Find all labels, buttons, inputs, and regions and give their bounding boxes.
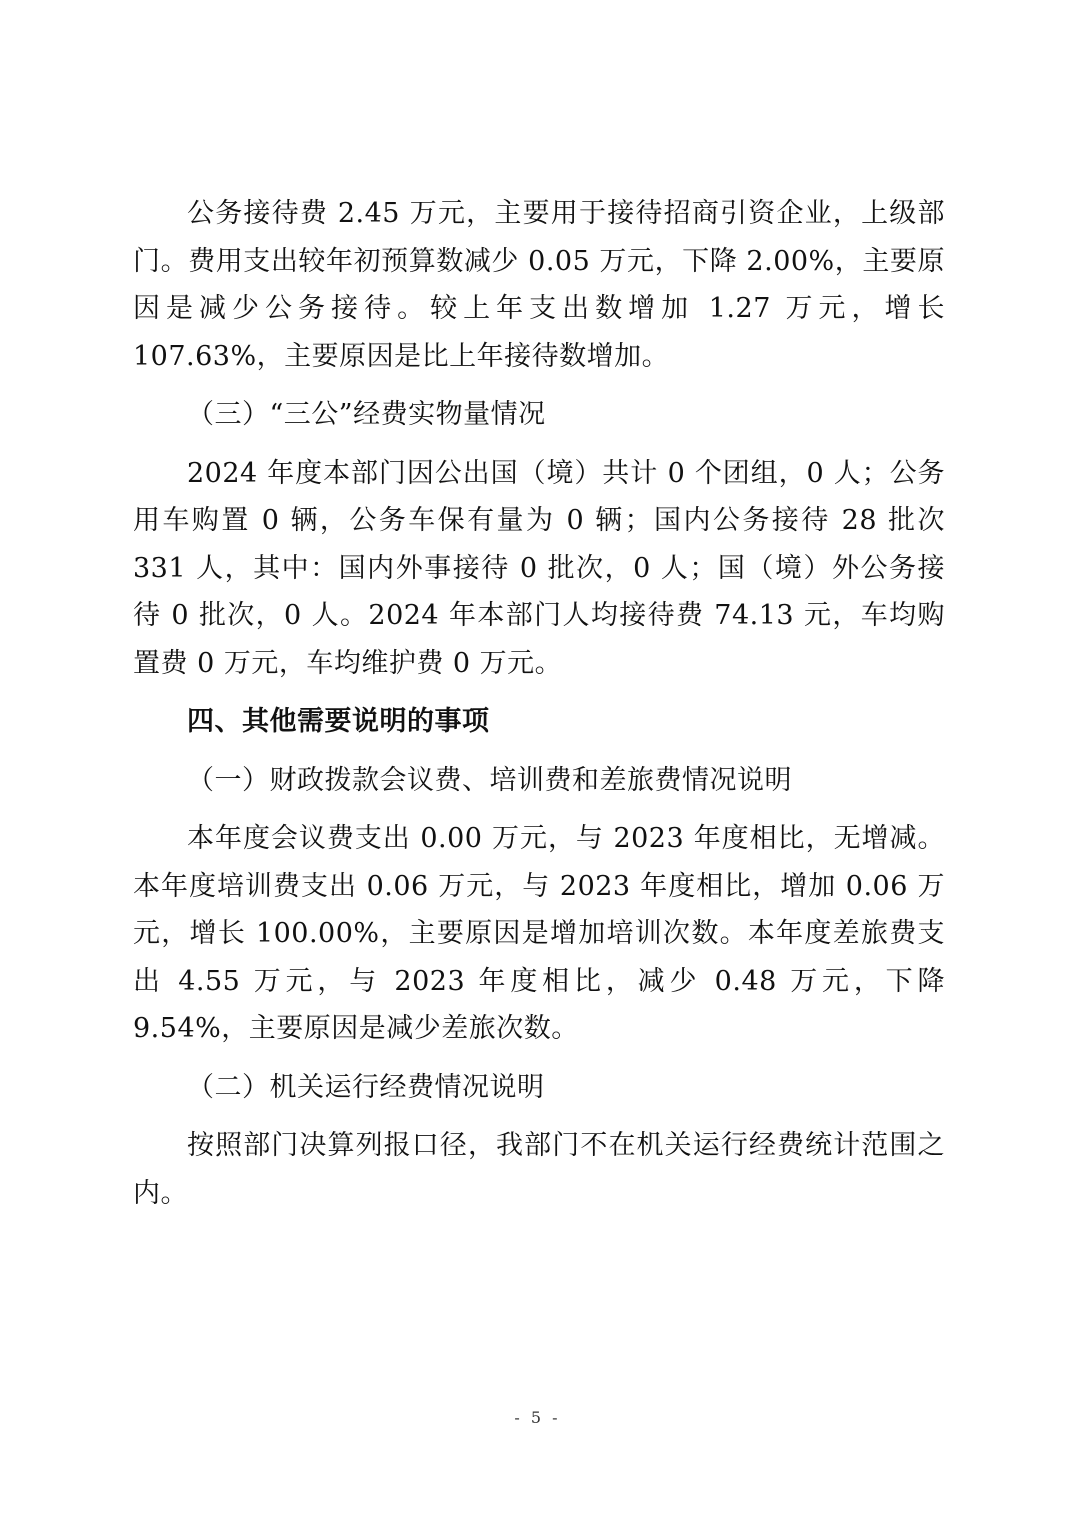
physical-quantity-paragraph: 2024 年度本部门因公出国（境）共计 0 个团组，0 人；公务用车购置 0 辆，公务车保有量为 0 辆；国内公务接待 28 批次 331 人，其中：国内外事接待 0 批次，0 人；国（境）外公务接待 0 批次，0 人。2024 年本部门人均接待费 74.13 元，车均购置费 0 万元，车均维护费 0 万元。 bbox=[133, 457, 945, 679]
subsection-one-heading: （一）财政拨款会议费、培训费和差旅费情况说明 bbox=[187, 764, 792, 796]
section-four-heading: 四、其他需要说明的事项 bbox=[187, 706, 490, 737]
document-page bbox=[133, 190, 945, 1228]
subsection-two-heading: （二）机关运行经费情况说明 bbox=[187, 1071, 545, 1103]
reception-expense-paragraph: 公务接待费 2.45 万元，主要用于接待招商引资企业，上级部门。费用支出较年初预算数减少 0.05 万元，下降 2.00%，主要原因是减少公务接待。较上年支出数增加 1.27 万元，增长 107.63%，主要原因是比上年接待数增加。 bbox=[133, 198, 945, 372]
page-number: - 5 - bbox=[514, 1408, 561, 1427]
operating-expense-paragraph: 按照部门决算列报口径，我部门不在机关运行经费统计范围之内。 bbox=[133, 1130, 945, 1209]
section-three-public-physical-heading: （三）“三公”经费实物量情况 bbox=[187, 399, 546, 430]
meeting-training-travel-paragraph: 本年度会议费支出 0.00 万元，与 2023 年度相比，无增减。本年度培训费支出 0.06 万元，与 2023 年度相比，增加 0.06 万元，增长 100.00%，主要原因是增加培训次数。本年度差旅费支出 4.55 万元，与 2023 年度相比，减少 0.48 万元，下降 9.54%，主要原因是减少差旅次数。 bbox=[133, 823, 945, 1044]
